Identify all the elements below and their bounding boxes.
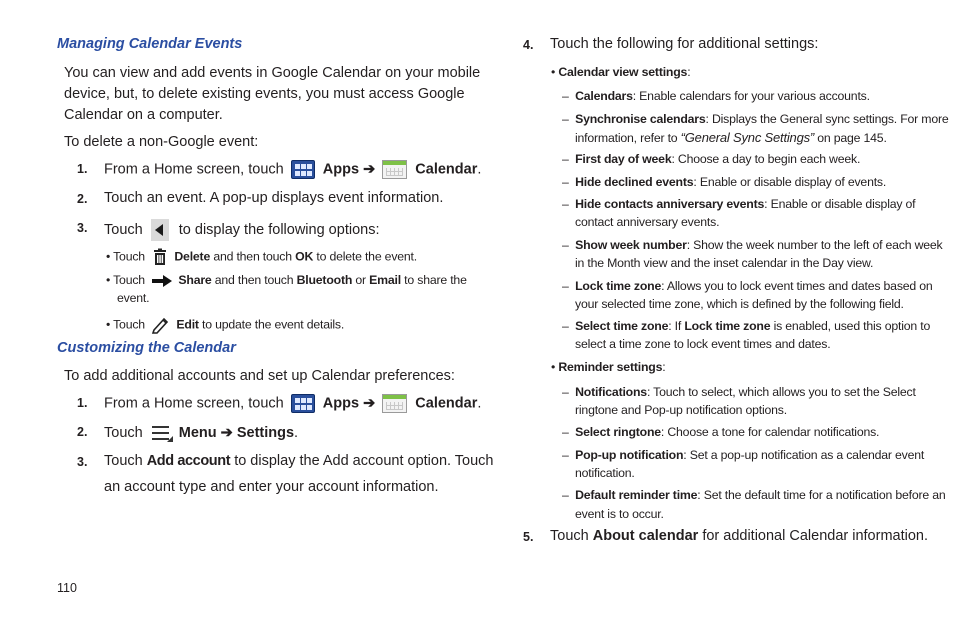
setting-ref: Lock time zone xyxy=(684,319,771,333)
step-text: Touch xyxy=(104,221,143,238)
trash-icon xyxy=(151,248,169,266)
touch-word: Touch xyxy=(113,317,145,332)
setting-label: Notifications xyxy=(575,385,647,399)
option-text: and then touch xyxy=(213,249,292,264)
setting-text: is enabled, used this option to xyxy=(773,319,931,333)
period: . xyxy=(294,424,299,441)
setting-text: on page 145. xyxy=(817,131,887,145)
menu-icon xyxy=(150,423,172,443)
setting-text: : Enable calendars for your various accounts. xyxy=(632,89,870,103)
setting-label: Select time zone xyxy=(575,319,669,333)
custom-step-2 xyxy=(104,423,298,443)
setting-notifications-cont: ringtone and Pop-up notification options. xyxy=(575,403,787,417)
custom-intro: To add additional accounts and set up Calendar preferences: xyxy=(64,368,455,384)
setting-text: : Choose a day to begin each week. xyxy=(671,152,861,166)
touch-word: Touch xyxy=(113,273,145,287)
setting-select-tz xyxy=(562,319,930,333)
dash: – xyxy=(562,488,569,502)
setting-label: Hide declined events xyxy=(575,175,694,189)
touch-word: Touch xyxy=(113,249,145,264)
step-text: Touch xyxy=(550,528,589,544)
setting-label: Hide contacts anniversary events xyxy=(575,197,765,211)
option-text: to update the event details. xyxy=(202,317,345,332)
setting-text: : Choose a tone for calendar notifications. xyxy=(660,425,880,439)
apps-label: Apps xyxy=(322,395,360,412)
calendar-view-settings xyxy=(551,65,690,79)
apps-grid-icon xyxy=(291,160,315,179)
dash: – xyxy=(562,448,569,462)
setting-label: Show week number xyxy=(575,238,687,252)
setting-text: : Touch to select, which allows you to set the Select xyxy=(646,385,916,399)
setting-default-reminder xyxy=(562,488,946,502)
dash: – xyxy=(562,89,569,103)
setting-hide-contacts xyxy=(562,197,915,211)
step-number: 2. xyxy=(77,425,88,439)
setting-show-week xyxy=(562,238,943,252)
apps-label: Apps xyxy=(322,161,360,178)
arrow: ➔ xyxy=(220,424,233,441)
menu-label: Menu xyxy=(178,424,217,441)
custom-step-1 xyxy=(104,394,481,413)
setting-label: Default reminder time xyxy=(575,488,698,502)
setting-calendars xyxy=(562,89,870,103)
setting-text: : Set the default time for a notification before an xyxy=(697,488,946,502)
option-delete xyxy=(106,248,417,266)
email-label: Email xyxy=(369,273,401,287)
step-number: 2. xyxy=(77,192,88,206)
step-number: 4. xyxy=(523,38,534,52)
step-number: 1. xyxy=(77,396,88,410)
step-number: 1. xyxy=(77,162,88,176)
bullet: • xyxy=(106,317,111,332)
dash: – xyxy=(562,319,569,333)
setting-label: Calendars xyxy=(575,89,633,103)
cross-reference-link[interactable]: “General Sync Settings” xyxy=(680,130,815,145)
edit-label: Edit xyxy=(176,317,199,332)
intro-line: Calendar on a computer. xyxy=(64,107,223,123)
intro-line: device, but, to delete existing events, you must access Google xyxy=(64,86,465,102)
step-text: From a Home screen, touch xyxy=(104,395,284,412)
colon: : xyxy=(687,65,691,79)
setting-text: : Enable or disable display of events. xyxy=(693,175,887,189)
setting-popup xyxy=(562,448,924,462)
dash: – xyxy=(562,112,569,126)
setting-hide-declined xyxy=(562,175,886,189)
ok-label: OK xyxy=(295,249,314,264)
calendar-icon xyxy=(382,160,407,179)
page-number: 110 xyxy=(57,581,77,595)
setting-show-week-cont: in the Month view and the inset calendar in the Day view. xyxy=(575,256,874,270)
custom-step-3-cont: an account type and enter your account information. xyxy=(104,479,439,495)
step-5 xyxy=(550,528,928,544)
settings-label: Settings xyxy=(236,424,295,441)
setting-text: : Allows you to lock event times and dates based on xyxy=(661,279,933,293)
dash: – xyxy=(562,385,569,399)
option-edit xyxy=(106,316,344,334)
period: . xyxy=(477,395,482,412)
step-text: for additional Calendar information. xyxy=(702,528,928,544)
arrow: ➔ xyxy=(363,161,376,178)
pencil-icon xyxy=(151,316,171,334)
custom-step-3 xyxy=(104,453,494,469)
bullet: • xyxy=(551,360,556,374)
intro-line: You can view and add events in Google Calendar on your mobile xyxy=(64,65,481,81)
bullet: • xyxy=(106,249,111,264)
step-text: Touch xyxy=(104,453,143,469)
step-3 xyxy=(104,219,379,241)
bullet: • xyxy=(106,273,111,287)
add-account-label: Add account xyxy=(146,453,231,469)
setting-notifications xyxy=(562,385,916,399)
option-text: or xyxy=(355,273,366,287)
setting-text: : If xyxy=(668,319,682,333)
setting-text: : Set a pop-up notification as a calendar event xyxy=(683,448,925,462)
step-text: From a Home screen, touch xyxy=(104,161,284,178)
setting-sync xyxy=(562,112,949,126)
delete-intro: To delete a non-Google event: xyxy=(64,134,259,150)
dash: – xyxy=(562,425,569,439)
setting-text: : Enable or disable display of xyxy=(764,197,916,211)
setting-label: Calendar view settings xyxy=(558,65,688,79)
step-4: Touch the following for additional settings: xyxy=(550,36,819,52)
setting-hide-contacts-cont: contact anniversary events. xyxy=(575,215,720,229)
period: . xyxy=(477,161,482,178)
setting-select-tz-cont: select a time zone to lock event times and dates. xyxy=(575,337,831,351)
step-text: Touch xyxy=(104,424,143,441)
dash: – xyxy=(562,152,569,166)
calendar-icon xyxy=(382,394,407,413)
bullet: • xyxy=(551,65,556,79)
share-arrow-icon xyxy=(151,274,173,288)
setting-text: information, refer to xyxy=(575,131,678,145)
setting-label: Reminder settings xyxy=(558,360,663,374)
reminder-settings xyxy=(551,360,665,374)
delete-label: Delete xyxy=(174,249,211,264)
setting-lock-tz xyxy=(562,279,933,293)
calendar-label: Calendar xyxy=(415,161,478,178)
setting-label: Synchronise calendars xyxy=(575,112,706,126)
option-text: and then touch xyxy=(214,273,294,287)
setting-text: : Show the week number to the left of each week xyxy=(686,238,943,252)
step-number: 3. xyxy=(77,455,88,469)
calendar-label: Calendar xyxy=(415,395,478,412)
step-text: to display the Add account option. Touch xyxy=(234,453,494,469)
dash: – xyxy=(562,279,569,293)
step-number: 3. xyxy=(77,221,88,235)
step-2: Touch an event. A pop-up displays event information. xyxy=(104,190,444,206)
setting-label: Lock time zone xyxy=(575,279,662,293)
section-heading-customizing: Customizing the Calendar xyxy=(57,340,236,356)
apps-grid-icon xyxy=(291,394,315,413)
setting-popup-cont: notification. xyxy=(575,466,635,480)
colon: : xyxy=(662,360,666,374)
dash: – xyxy=(562,238,569,252)
step-text: to display the following options: xyxy=(178,221,380,238)
setting-label: First day of week xyxy=(575,152,672,166)
option-share xyxy=(106,273,467,288)
step-1 xyxy=(104,160,481,179)
setting-label: Select ringtone xyxy=(575,425,661,439)
about-calendar-label: About calendar xyxy=(592,528,699,544)
option-text: to share the xyxy=(404,273,467,287)
setting-label: Pop-up notification xyxy=(575,448,684,462)
arrow: ➔ xyxy=(363,395,376,412)
option-text: to delete the event. xyxy=(316,249,417,264)
option-share-cont: event. xyxy=(117,291,150,305)
setting-default-reminder-cont: event is to occur. xyxy=(575,507,664,521)
setting-lock-tz-cont: your selected time zone, which is defined by the following field. xyxy=(575,297,904,311)
share-label: Share xyxy=(178,273,212,287)
dash: – xyxy=(562,175,569,189)
setting-sync-cont xyxy=(575,130,887,145)
dash: – xyxy=(562,197,569,211)
section-heading-managing: Managing Calendar Events xyxy=(57,36,243,52)
bluetooth-label: Bluetooth xyxy=(296,273,353,287)
step-number: 5. xyxy=(523,530,534,544)
setting-first-day xyxy=(562,152,860,166)
setting-ringtone xyxy=(562,425,879,439)
back-arrow-icon xyxy=(151,219,169,241)
setting-text: : Displays the General sync settings. For more xyxy=(705,112,949,126)
